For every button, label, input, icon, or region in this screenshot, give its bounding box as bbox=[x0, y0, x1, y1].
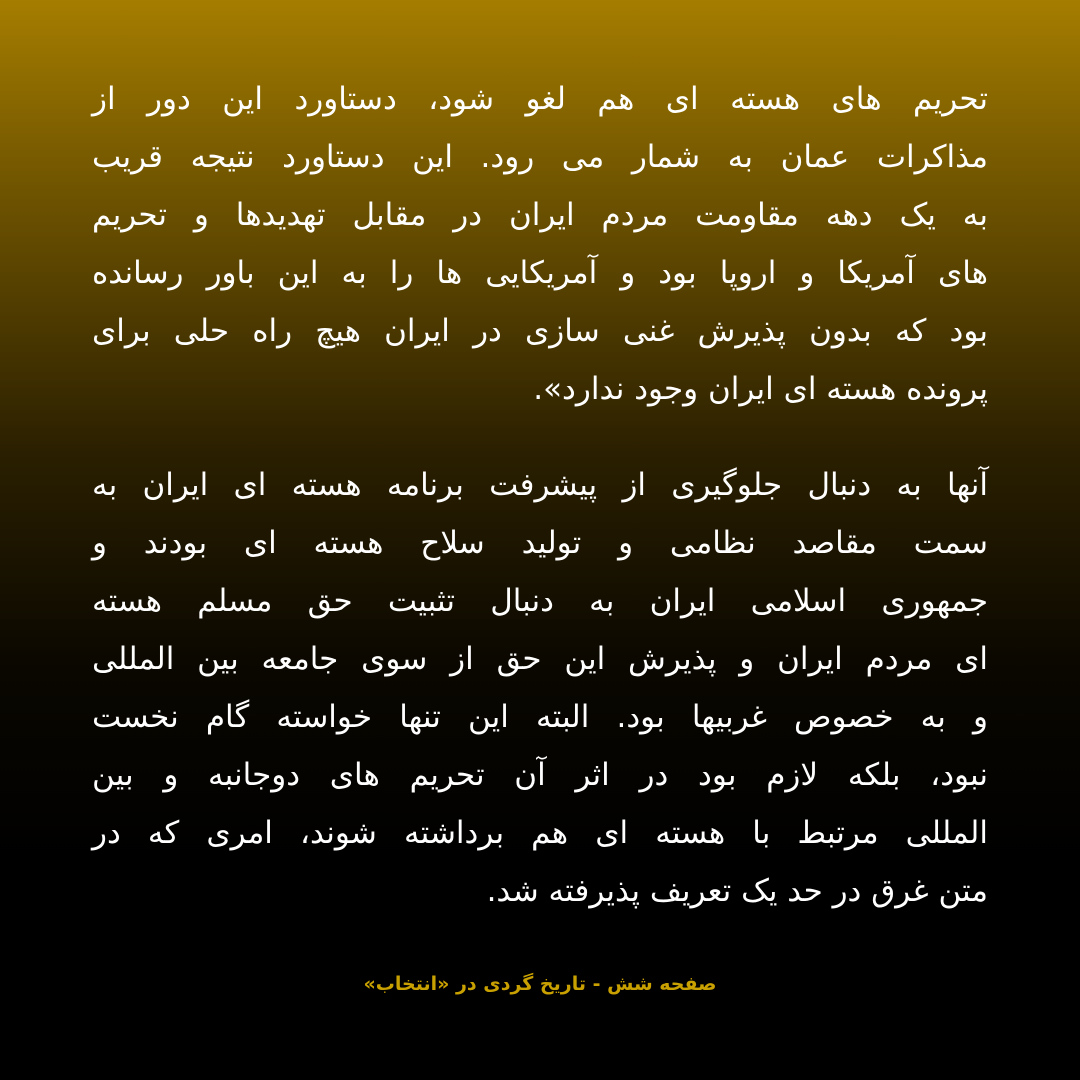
paragraph-line: به یک دهه مقاومت مردم ایران در مقابل تهدیدها و تحریم bbox=[92, 197, 988, 233]
paragraph-line: متن غرق در حد یک تعریف پذیرفته شد. bbox=[486, 873, 988, 909]
paragraph-line: آنها به دنبال جلوگیری از پیشرفت برنامه هسته ای ایران به bbox=[92, 467, 988, 503]
paragraph-line: و به خصوص غربیها بود. البته این تنها خواسته گام نخست bbox=[92, 699, 988, 735]
paragraph-line: پرونده هسته ای ایران وجود ندارد». bbox=[533, 371, 988, 407]
paragraph-1 bbox=[92, 70, 988, 418]
paragraph-line: مذاکرات عمان به شمار می رود. این دستاورد نتیجه قریب bbox=[92, 139, 988, 175]
paragraph-line: نبود، بلکه لازم بود در اثر آن تحریم های دوجانبه و بین bbox=[92, 757, 988, 793]
paragraph-line: بود که بدون پذیرش غنی سازی در ایران هیچ راه حلی برای bbox=[92, 313, 988, 349]
paragraph-2 bbox=[92, 456, 988, 920]
paragraph-line: تحریم های هسته ای هم لغو شود، دستاورد این دور از bbox=[92, 81, 988, 117]
paragraph-line: المللی مرتبط با هسته ای هم برداشته شوند، امری که در bbox=[92, 815, 988, 851]
paragraph-line: های آمریکا و اروپا بود و آمریکایی ها را به این باور رسانده bbox=[92, 255, 988, 291]
page-footer: صفحه شش - تاریخ گردی در «انتخاب» bbox=[363, 973, 717, 995]
paragraph-line: جمهوری اسلامی ایران به دنبال تثبیت حق مسلم هسته bbox=[92, 583, 988, 619]
paragraph-line: ای مردم ایران و پذیرش این حق از سوی جامعه بین المللی bbox=[92, 641, 988, 677]
paragraph-line: سمت مقاصد نظامی و تولید سلاح هسته ای بودند و bbox=[92, 525, 988, 561]
